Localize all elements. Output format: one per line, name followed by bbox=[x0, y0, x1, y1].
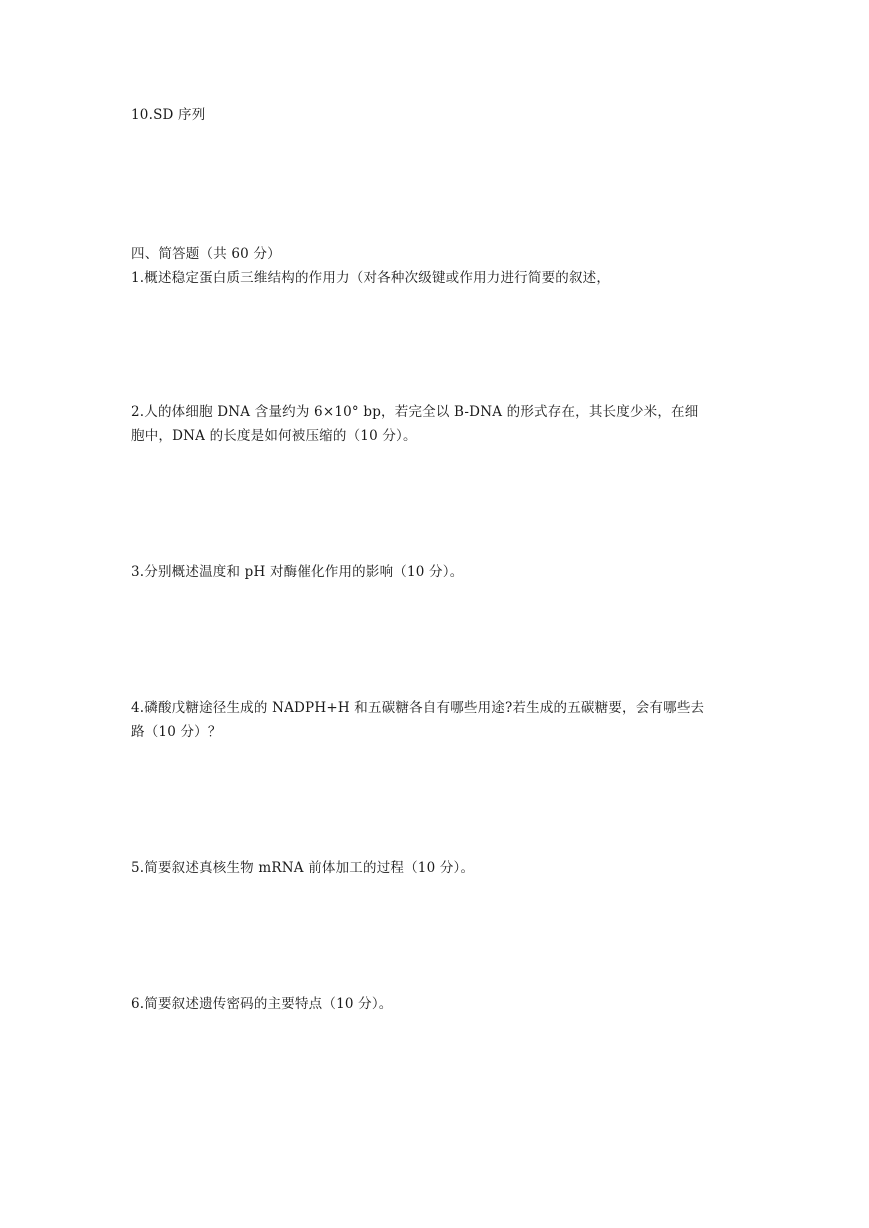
section-heading-short-answer: 四、简答题（共 60 分） bbox=[131, 246, 281, 262]
question-3-line-1: 3.分别概述温度和 pH 对酶催化作用的影响（10 分）。 bbox=[131, 564, 464, 580]
question-4-line-2: 路（10 分）？ bbox=[131, 724, 222, 740]
question-10-sd-sequence: 10.SD 序列 bbox=[131, 107, 206, 123]
question-2-line-1: 2.人的体细胞 DNA 含量约为 6×10° bp，若完全以 B-DNA 的形式存在，其长度少米，在细 bbox=[131, 404, 699, 420]
question-5-line-1: 5.简要叙述真核生物 mRNA 前体加工的过程（10 分）。 bbox=[131, 860, 475, 876]
question-4-line-1: 4.磷酸戊糖途径生成的 NADPH+H 和五碳糖各自有哪些用途?若生成的五碳糖要，会有哪些去 bbox=[131, 700, 705, 716]
question-1-line-1: 1.概述稳定蛋白质三维结构的作用力（对各种次级键或作用力进行简要的叙述， bbox=[131, 270, 611, 286]
question-6-line-1: 6.简要叙述遗传密码的主要特点（10 分）。 bbox=[131, 996, 393, 1012]
question-2-line-2: 胞中，DNA 的长度是如何被压缩的（10 分）。 bbox=[131, 428, 417, 444]
